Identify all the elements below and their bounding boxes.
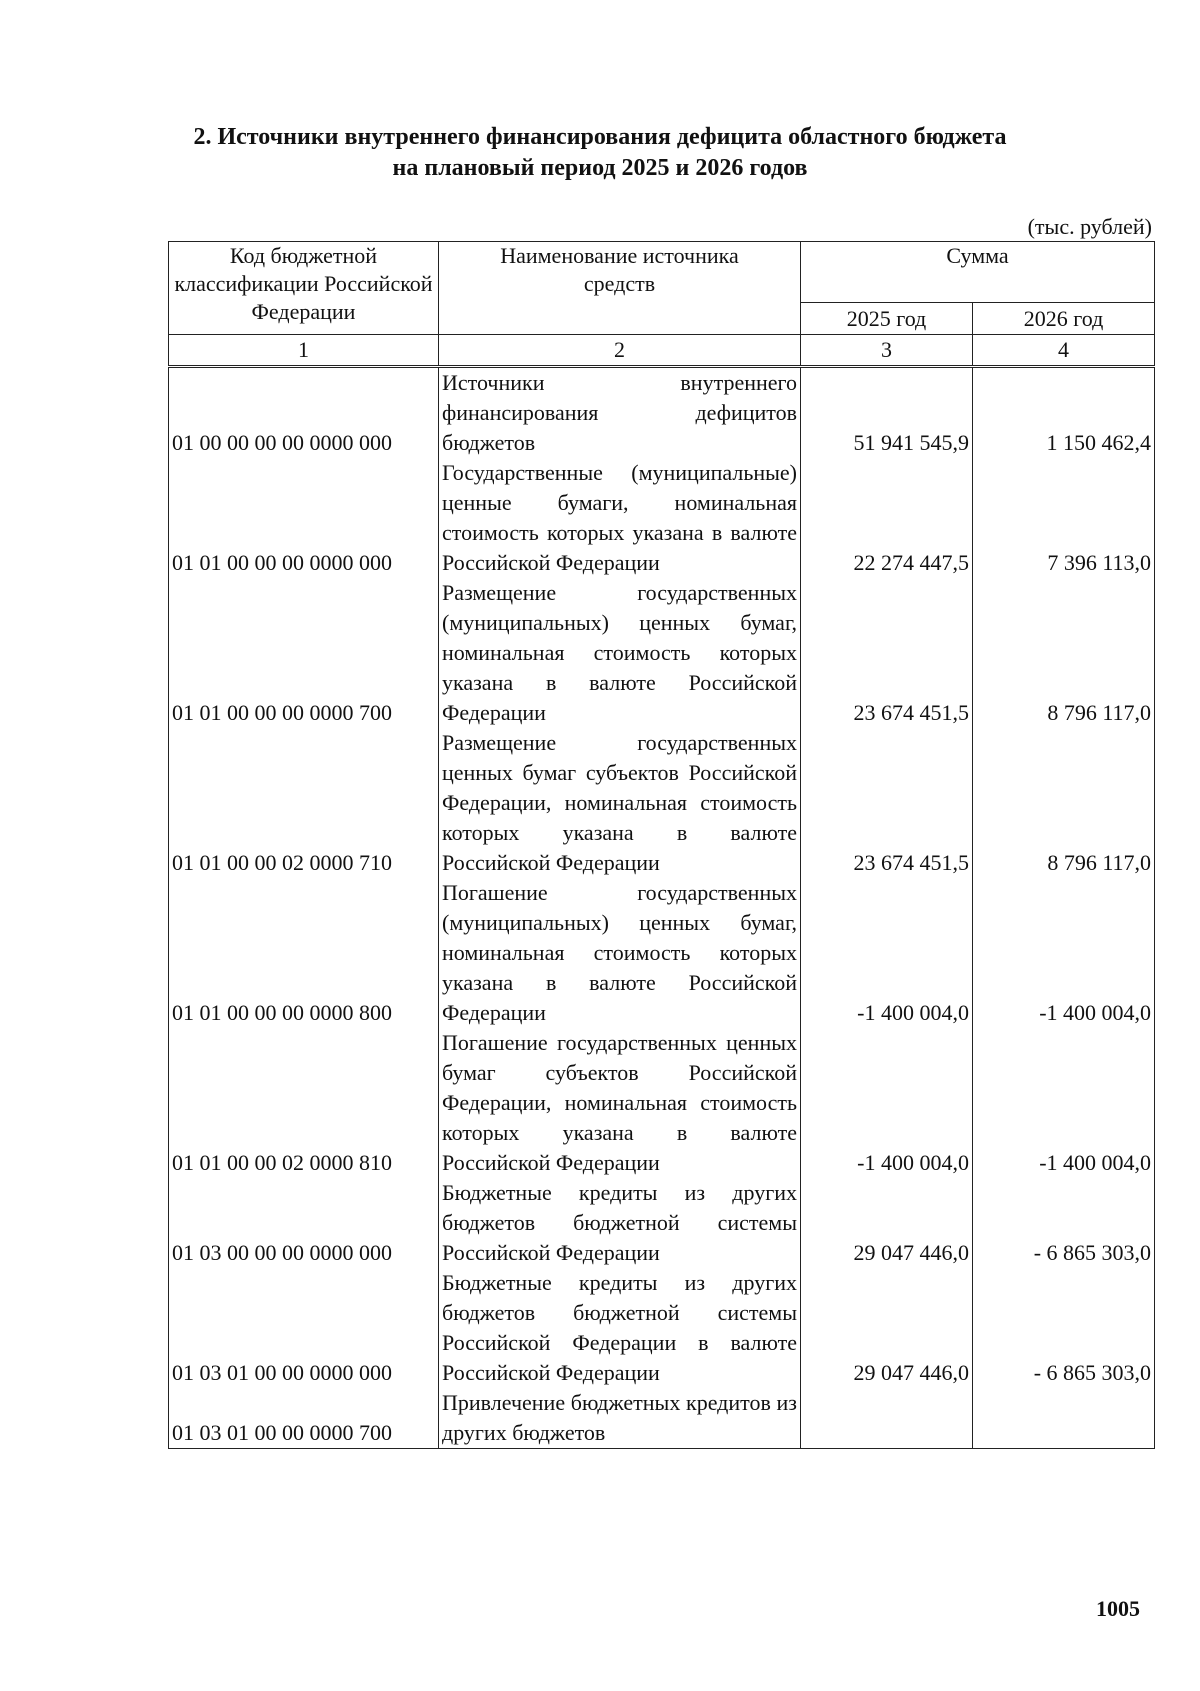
header-year-2026: 2026 год [973,303,1155,335]
header-code: Код бюджетной классификации Российской Федерации [169,242,439,335]
row-amount-2025: 51 941 545,9 [801,367,973,459]
budget-sources-table [168,241,1155,1449]
row-code: 01 03 00 00 00 0000 000 [169,1178,439,1268]
row-amount-2025: 29 047 446,0 [801,1178,973,1268]
table-row [169,367,1155,459]
row-name: Погашение государственных (муниципальных) ценных бумаг, номинальная стоимость которых указана в валюте Российской Федерации [439,878,801,1028]
row-code: 01 03 01 00 00 0000 700 [169,1388,439,1449]
row-amount-2026: -1 400 004,0 [973,1028,1155,1178]
row-name: Размещение государственных ценных бумаг субъектов Российской Федерации, номинальная стоимость которых указана в валюте Российской Федерации [439,728,801,878]
row-name: Размещение государственных (муниципальных) ценных бумаг, номинальная стоимость которых указана в валюте Российской Федерации [439,578,801,728]
title-line-2: на плановый период 2025 и 2026 годов [392,155,808,181]
row-amount-2025: 29 047 446,0 [801,1268,973,1388]
row-amount-2026: 8 796 117,0 [973,578,1155,728]
row-name: Бюджетные кредиты из других бюджетов бюджетной системы Российской Федерации в валюте Российской Федерации [439,1268,801,1388]
page-title [150,122,1050,184]
row-amount-2026: 1 150 462,4 [973,367,1155,459]
row-name: Государственные (муниципальные) ценные бумаги, номинальная стоимость которых указана в валюте Российской Федерации [439,458,801,578]
row-amount-2025: -1 400 004,0 [801,878,973,1028]
row-name: Источники внутреннего финансирования дефицитов бюджетов [439,367,801,459]
header-year-2025: 2025 год [801,303,973,335]
row-amount-2025 [801,1388,973,1449]
table-row [169,1388,1155,1449]
header-col-2: 2 [439,335,801,367]
page-number: 1005 [1096,1596,1140,1621]
row-code: 01 01 00 00 00 0000 000 [169,458,439,578]
header-sum: Сумма [801,242,1155,303]
row-code: 01 01 00 00 00 0000 800 [169,878,439,1028]
row-code: 01 01 00 00 02 0000 810 [169,1028,439,1178]
row-amount-2026: - 6 865 303,0 [973,1178,1155,1268]
header-col-3: 3 [801,335,973,367]
header-name: Наименование источника средств [439,242,801,335]
row-name: Бюджетные кредиты из других бюджетов бюджетной системы Российской Федерации [439,1178,801,1268]
row-amount-2026: - 6 865 303,0 [973,1268,1155,1388]
units-label: (тыс. рублей) [1027,214,1152,239]
row-code: 01 00 00 00 00 0000 000 [169,367,439,459]
row-amount-2026: 8 796 117,0 [973,728,1155,878]
table-row [169,1178,1155,1268]
row-amount-2025: 22 274 447,5 [801,458,973,578]
row-amount-2025: -1 400 004,0 [801,1028,973,1178]
row-name: Погашение государственных ценных бумаг субъектов Российской Федерации, номинальная стоимость которых указана в валюте Российской Федерации [439,1028,801,1178]
table-row [169,458,1155,578]
row-code: 01 03 01 00 00 0000 000 [169,1268,439,1388]
table-row [169,578,1155,728]
table-row [169,1268,1155,1388]
table-row [169,1028,1155,1178]
row-amount-2026 [973,1388,1155,1449]
row-amount-2026: 7 396 113,0 [973,458,1155,578]
table-row [169,878,1155,1028]
row-amount-2025: 23 674 451,5 [801,578,973,728]
row-code: 01 01 00 00 00 0000 700 [169,578,439,728]
table-row [169,728,1155,878]
header-col-1: 1 [169,335,439,367]
title-line-1: 2. Источники внутреннего финансирования дефицита областного бюджета [193,124,1007,150]
row-amount-2025: 23 674 451,5 [801,728,973,878]
row-code: 01 01 00 00 02 0000 710 [169,728,439,878]
row-name: Привлечение бюджетных кредитов из других бюджетов [439,1388,801,1449]
row-amount-2026: -1 400 004,0 [973,878,1155,1028]
header-col-4: 4 [973,335,1155,367]
